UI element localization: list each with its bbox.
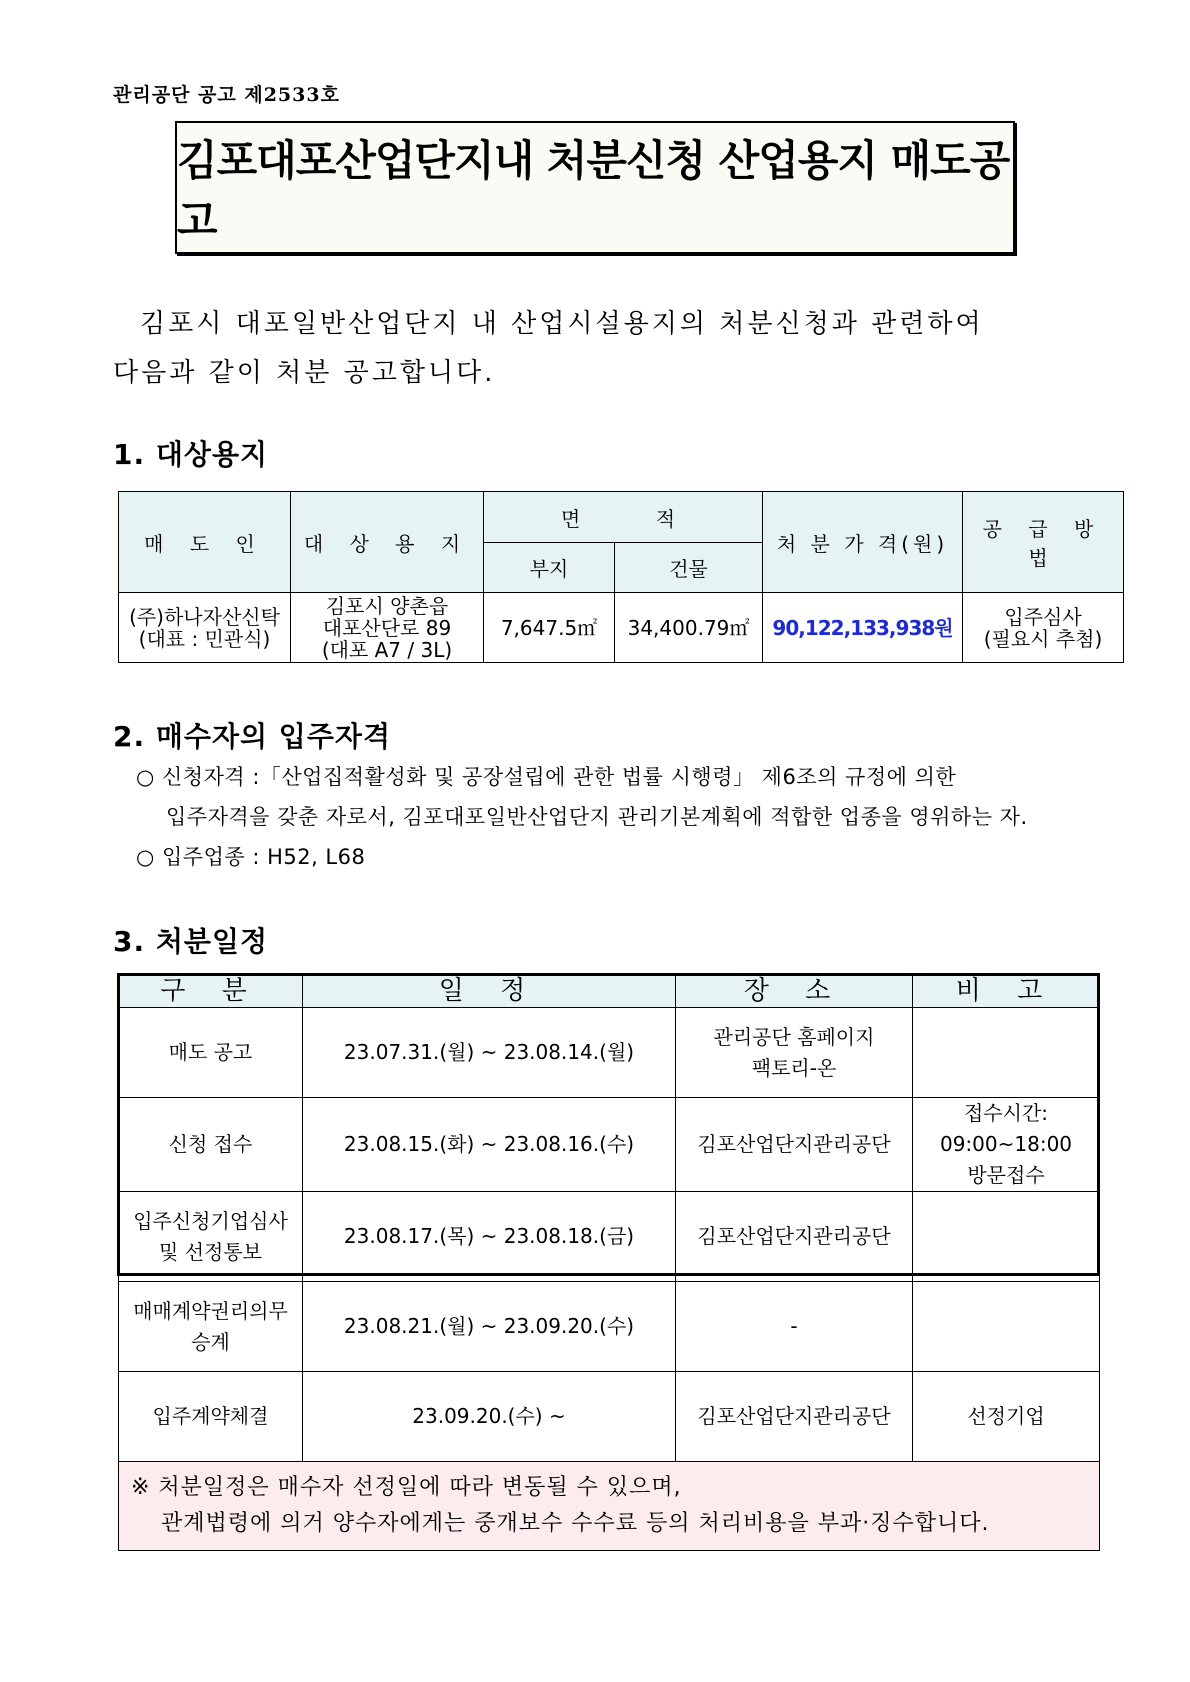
intro-line-1: 김포시 대포일반산업단지 내 산업시설용지의 처분신청과 관련하여	[140, 309, 984, 339]
seller-rep: (대표 : 민관식)	[138, 626, 271, 651]
place-line: 관리공단 홈페이지	[713, 1024, 875, 1049]
note-line: 09:00~18:00	[939, 1132, 1073, 1156]
qualification-item-cont: 입주자격을 갖춘 자로서, 김포대포일반산업단지 관리기본계획에 적합한 업종을 영위하는 자.	[166, 805, 1028, 829]
category-line: 입주신청기업심사	[133, 1208, 288, 1233]
schedule-table	[118, 974, 1100, 1551]
table-row	[119, 1192, 1100, 1282]
industry-item: ○ 입주업종 : H52, L68	[136, 845, 366, 869]
header-method: 공 급 방 법	[963, 492, 1124, 593]
target-line-1: 김포시 양촌읍	[325, 593, 449, 618]
method-line-2: (필요시 추첨)	[983, 626, 1103, 651]
header-target: 대 상 용 지	[291, 492, 484, 593]
header-area-building: 건물	[615, 543, 763, 593]
seller-name: (주)하나자산신탁	[129, 604, 280, 629]
col-schedule: 일 정	[303, 975, 676, 1008]
cell-price: 90,122,133,938원	[763, 593, 963, 663]
footnote-line-2: 관계법령에 의거 양수자에게는 중개보수 수수료 등의 처리비용을 부과·징수합니다.	[161, 1511, 990, 1536]
intro-line-2: 다음과 같이 처분 공고합니다.	[113, 358, 496, 388]
category-line: 및 선정통보	[159, 1239, 262, 1264]
col-place: 장 소	[676, 975, 913, 1008]
row-note: 선정기업	[913, 1372, 1100, 1462]
section-3-heading: 3. 처분일정	[113, 925, 269, 958]
note-line: 방문접수	[967, 1163, 1045, 1187]
schedule-footnote	[119, 1462, 1100, 1551]
row-note	[913, 1192, 1100, 1282]
row-schedule: 23.07.31.(월) ~ 23.08.14.(월)	[303, 1008, 676, 1098]
cell-target	[291, 593, 484, 663]
row-note	[913, 1098, 1100, 1192]
target-line-3: (대포 A7 / 3L)	[321, 637, 453, 662]
cell-seller	[119, 593, 291, 663]
header-area-land: 부지	[484, 543, 615, 593]
row-place: 김포산업단지관리공단	[676, 1192, 913, 1282]
section-1-heading: 1. 대상용지	[113, 438, 269, 471]
row-place: -	[676, 1282, 913, 1372]
cell-land-area: 7,647.5㎡	[484, 593, 615, 663]
title-box	[175, 121, 1015, 254]
row-schedule: 23.09.20.(수) ~	[303, 1372, 676, 1462]
page-title: 김포대포산업단지내 처분신청 산업용지 매도공고	[177, 135, 1010, 245]
category-line: 승계	[191, 1329, 230, 1354]
header-seller: 매 도 인	[119, 492, 291, 593]
method-line-1: 입주심사	[1004, 604, 1082, 629]
cell-method	[963, 593, 1124, 663]
section-2-heading: 2. 매수자의 입주자격	[113, 720, 392, 753]
qualification-item: ○ 신청자격 :「산업집적활성화 및 공장설립에 관한 법률 시행령」 제6조의 규정에 의한	[136, 765, 957, 789]
target-land-table	[118, 491, 1124, 663]
target-line-2: 대포산단로 89	[322, 615, 452, 640]
notice-number: 관리공단 공고 제2533호	[113, 84, 340, 106]
table-row	[119, 1008, 1100, 1098]
row-note	[913, 1282, 1100, 1372]
row-place: 김포산업단지관리공단	[676, 1372, 913, 1462]
row-category: 입주계약체결	[119, 1372, 303, 1462]
row-schedule: 23.08.15.(화) ~ 23.08.16.(수)	[303, 1098, 676, 1192]
table-row	[119, 1282, 1100, 1372]
row-schedule: 23.08.17.(목) ~ 23.08.18.(금)	[303, 1192, 676, 1282]
header-area: 면 적	[484, 492, 763, 543]
col-category: 구 분	[119, 975, 303, 1008]
row-place	[676, 1008, 913, 1098]
row-place: 김포산업단지관리공단	[676, 1098, 913, 1192]
footnote-line-1: ※ 처분일정은 매수자 선정일에 따라 변동될 수 있으며,	[131, 1475, 682, 1500]
note-line: 접수시간:	[963, 1101, 1049, 1125]
category-line: 매매계약권리의무	[133, 1298, 288, 1323]
row-schedule: 23.08.21.(월) ~ 23.09.20.(수)	[303, 1282, 676, 1372]
cell-building-area: 34,400.79㎡	[615, 593, 763, 663]
table-row	[119, 1372, 1100, 1462]
row-category	[119, 1192, 303, 1282]
row-category: 신청 접수	[119, 1098, 303, 1192]
row-category: 매도 공고	[119, 1008, 303, 1098]
col-note: 비 고	[913, 975, 1100, 1008]
header-price: 처 분 가 격(원)	[763, 492, 963, 593]
row-category	[119, 1282, 303, 1372]
place-line: 팩토리-온	[751, 1055, 837, 1080]
table-row	[119, 1098, 1100, 1192]
row-note	[913, 1008, 1100, 1098]
